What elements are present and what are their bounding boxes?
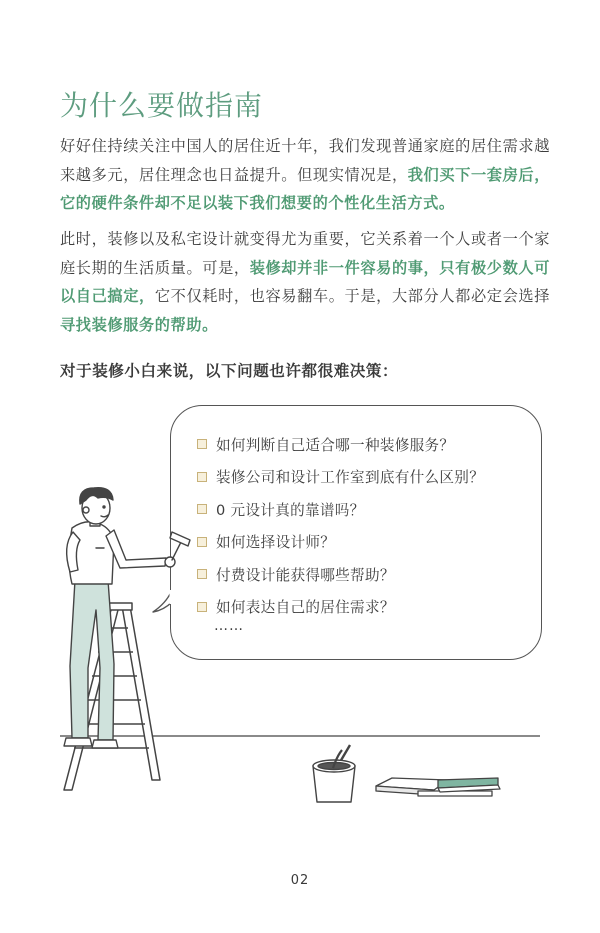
second-text-1: 此时，装修以及私宅设计就变得尤为重要，它关系着一个人或者一个家庭长期的生活质量。可是， [60, 230, 550, 277]
question-text: 如何判断自己适合哪一种装修服务？ [216, 436, 455, 454]
checkbox-icon [197, 472, 207, 482]
checkbox-icon [197, 504, 207, 514]
page-number: 02 [290, 873, 310, 888]
books [376, 778, 500, 796]
intro-text: 好好住持续关注中国人的居住近十年，我们发现普通家庭的居住需求越来越多元，居住理念也日益提升。但现实情况是， [60, 137, 550, 184]
second-highlight-1: 装修却并非一件容易的事，只有极少数人可以自己搞定， [60, 258, 550, 305]
more-ellipsis: …… [214, 618, 244, 634]
ladder [64, 603, 160, 790]
question-list [197, 428, 484, 623]
question-text: 如何表达自己的居住需求？ [216, 599, 395, 617]
questions-heading: 对于装修小白来说，以下问题也许都很难决策： [60, 362, 399, 380]
second-paragraph [60, 225, 550, 339]
question-item [197, 428, 484, 461]
question-item [197, 526, 484, 559]
page-title: 为什么要做指南 [60, 89, 264, 122]
checkbox-icon [197, 439, 207, 449]
question-item [197, 461, 484, 494]
intro-paragraph [60, 132, 550, 218]
question-text: 付费设计能获得哪些帮助？ [216, 566, 395, 584]
checkbox-icon [197, 537, 207, 547]
paint-bucket [313, 745, 355, 802]
question-item [197, 558, 484, 591]
question-text: 如何选择设计师？ [216, 534, 336, 552]
question-text: 装修公司和设计工作室到底有什么区别？ [216, 469, 485, 487]
question-text: 0 元设计真的靠谱吗？ [216, 501, 365, 519]
intro-highlight: 我们买下一套房后，它的硬件条件却不足以装下我们想要的个性化生活方式。 [60, 165, 550, 212]
checkbox-icon [197, 602, 207, 612]
checkbox-icon [197, 569, 207, 579]
question-item [197, 493, 484, 526]
second-highlight-2: 寻找装修服务的帮助。 [60, 315, 218, 334]
second-text-2: 它不仅耗时，也容易翻车。于是，大部分人都必定会选择 [154, 287, 550, 305]
